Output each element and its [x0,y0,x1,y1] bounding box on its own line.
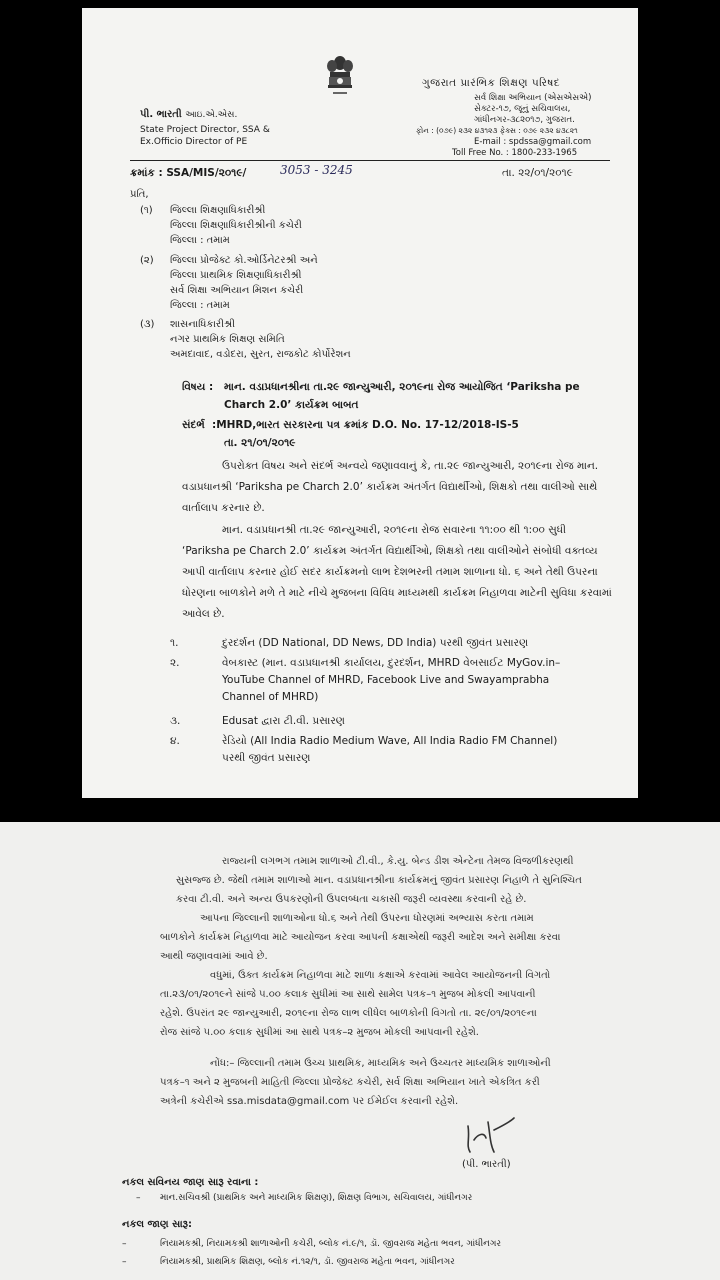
recipient-line: અમદાવાદ, વડોદરા, સુરત, રાજકોટ કોર્પોરેશન [170,349,351,360]
letter-page-2 [0,822,720,1280]
to-label: પ્રતિ, [130,189,149,200]
header-divider [130,160,610,161]
page2-line: આપના જિલ્લાની શાળાઓના ધો.૬ અને તેથી ઉપરના ધોરણમાં અભ્યાસ કરતા તમામ [200,913,534,924]
reference-line-1: :MHRD,ભારત સરકારના પત્ર ક્રમાંક D.O. No. 17-12/2018-IS-5 [212,419,519,431]
media-list-item: રેડિયો (All India Radio Medium Wave, All India Radio FM Channel) [222,735,558,747]
page2-line: રોજ સાંજે ૫.૦૦ કલાક સુધીમાં આ સાથે પત્રક–૨ મુજબ મોકલી આપવાની રહેશે. [160,1027,479,1038]
recipient-line: શાસનાધિકારીશ્રી [170,319,235,330]
letter-date: તા. ૨૨/૦૧/૨૦૧૯ [502,167,573,179]
sender-name: પી. ભારતી આઇ.એ.એસ. [140,109,238,120]
ref-label: ક્રમાંક : SSA/MIS/૨૦૧૯/ [130,167,247,179]
media-list-item: પરથી જીવંત પ્રસારણ [222,752,311,764]
copy2-item: નિયામકશ્રી, પ્રાથમિક શિક્ષણ, બ્લોક નં.૧૨/૧, ડૉ. જીવરાજ મહેતા ભવન, ગાંધીનગર [160,1257,455,1267]
state-emblem-icon [324,52,356,102]
subject-label: વિષય : [182,381,214,393]
media-list-number: ૩. [170,715,181,727]
copy1-label: નકલ સવિનય જાણ સારૂ રવાના : [122,1177,259,1188]
subject-line-1: માન. વડાપ્રધાનશ્રીના તા.૨૯ જાન્યુઆરી, ૨૦૧૯ના રોજ આયોજિત ‘Pariksha pe [224,381,580,393]
media-list-item: દુરદર્શન (DD National, DD News, DD India) પરથી જીવંત પ્રસારણ [222,637,529,649]
ref-number-handwritten: 3053 - 3245 [280,163,353,177]
org-line-2: સેક્ટર-૧૭, જૂનું સચિવાલય, [474,104,571,114]
copy1-item: માન.સચિવશ્રી (પ્રાથમિક અને માધ્યમિક શિક્ષણ), શિક્ષણ વિભાગ, સચિવાલય, ગાંધીનગર [160,1193,473,1203]
signature-name: (પી. ભારતી) [462,1159,511,1170]
page2-line: રહેશે. ઉપરાંત ૨૯ જાન્યુઆરી, ૨૦૧૯ના રોજ લાભ લીધેલ બાળકોની વિગતો તા. ૨૯/૦૧/૨૦૧૯ના [160,1008,537,1019]
org-tollfree: Toll Free No. : 1800-233-1965 [452,148,578,158]
page2-line: કરવા ટી.વી. અને અન્ય ઉપકરણોની ઉપલબ્ધતા ચકાસી જરૂરી વ્યવસ્થા કરવાની રહે છે. [176,894,527,905]
copy2-dash: – [122,1239,127,1249]
page2-line: આથી જણાવવામાં આવે છે. [160,951,268,962]
recipient-number: (૩) [140,319,155,330]
recipient-line: જિલ્લા પ્રોજેક્ટ કો.ઓર્ડિનેટરશ્રી અને [170,255,318,266]
reference-label: સંદર્ભ [182,419,205,431]
page2-line: અત્રેની કચેરીએ ssa.misdata@gmail.com પર ઈમેઈલ કરવાની રહેશે. [160,1096,459,1107]
paragraph-2: માન. વડાપ્રધાનશ્રી તા.૨૯ જાન્યુઆરી, ૨૦૧૯ના રોજ સવારના ૧૧:૦૦ થી ૧:૦૦ સુધી ‘Pariksha pe Charch 2.0’ કાર્યક્રમ અંતર્ગત વિદ્યાર્થીઓ, શિક્ષકો તથા વાલીઓને સંબોધી વક્તવ્ય આપી વાર્તાલાપ કરનાર હોઈ સદર કાર્યક્રમનો લાભ દેશભરની તમામ શાળાના ધો. ૬ અને તેથી ઉપરના ધોરણના બાળકોને મળે તે માટે નીચે મુજબના વિવિધ માધ્યમથી કાર્યક્રમ નિહાળવા માટેની સુવિધા કરવામાં આવેલ છે. [182,524,612,620]
page2-line: પત્રક–૧ અને ૨ મુજબની માહિતી જિલ્લા પ્રોજેક્ટ કચેરી, સર્વ શિક્ષા અભિયાન ખાતે એકત્રિત કરી [160,1077,540,1088]
org-email: E-mail : spdssa@gmail.com [474,137,592,147]
recipient-line: જિલ્લા શિક્ષણાધિકારીશ્રીની કચેરી [170,220,302,231]
sender-title-2: Ex.Officio Director of PE [140,137,248,147]
media-list-number: ૪. [170,735,180,747]
recipient-line: જિલ્લા શિક્ષણાધિકારીશ્રી [170,205,266,216]
page2-line: બાળકોને કાર્યક્રમ નિહાળવા માટે આયોજન કરવા આપની કક્ષાએથી જરૂરી આદેશ અને સમીક્ષા કરવા [160,932,561,943]
signature-icon [460,1116,520,1158]
org-line-1: સર્વ શિક્ષા અભિયાન (એસએસએ) [474,93,592,103]
page2-line: તા.૨૩/૦૧/૨૦૧૯ને સાંજે ૫.૦૦ કલાક સુધીમાં આ સાથે સામેલ પત્રક–૧ મુજબ મોકલી આપવાની [160,989,536,1000]
paragraph-1: ઉપરોક્ત વિષય અને સંદર્ભ અન્વયે જણાવવાનું કે, તા.૨૯ જાન્યુઆરી, ૨૦૧૯ના રોજ માન. વડાપ્રધાનશ્રી ‘Pariksha pe Charch 2.0’ કાર્યક્રમ અંતર્ગત વિદ્યાર્થીઓ, શિક્ષકો તથા વાલીઓ સાથે વાર્તાલાપ કરનાર છે. [182,460,599,514]
copy2-label: નકલ જાણ સારૂ: [122,1219,192,1230]
media-list-item: Channel of MHRD) [222,691,319,703]
media-list-item: વેબકાસ્ટ (માન. વડાપ્રધાનશ્રી કાર્યાલય, દુરદર્શન, MHRD વેબસાઈટ MyGov.in– [222,657,561,669]
subject-line-2: Charch 2.0’ કાર્યક્રમ બાબત [224,399,359,411]
letter-page-1 [82,8,638,798]
copy2-dash: – [122,1257,127,1267]
media-list-number: ૨. [170,657,180,669]
page2-line: નોંધ:– જિલ્લાની તમામ ઉચ્ચ પ્રાથમિક, માધ્યમિક અને ઉચ્ચતર માધ્યમિક શાળાઓની [210,1058,551,1069]
recipient-line: જિલ્લા પ્રાથમિક શિક્ષણાધિકારીશ્રી [170,270,302,281]
page2-line: રાજ્યની લગભગ તમામ શાળાઓ ટી.વી., કે.યુ. બેન્ડ ડીશ એન્ટેના તેમજ વિજળીકરણથી [222,856,574,867]
recipient-line: જિલ્લા : તમામ [170,235,230,246]
org-name: ગુજરાત પ્રારંભિક શિક્ષણ પરિષદ [422,77,561,89]
page2-line: સુસજ્જ છે. જેથી તમામ શાળાઓ માન. વડાપ્રધાનશ્રીના કાર્યક્રમનું જીવંત પ્રસારણ નિહાળે તે સુનિશ્ચિત [176,875,582,886]
sender-title-1: State Project Director, SSA & [140,125,270,135]
page2-line: વધુમાં, ઉક્ત કાર્યક્રમ નિહાળવા માટે શાળા કક્ષાએ કરવામાં આવેલ આયોજનની વિગતો [210,970,551,981]
media-list-item: Edusat દ્વારા ટી.વી. પ્રસારણ [222,715,345,727]
org-phone: ફોન : (૦૭૯) ૨૩૨ ૪૩૧૨૩ ફેક્સ : ૦૭૯ ૨૩૨ ૪૩૮૨૧ [416,126,578,135]
media-list-number: ૧. [170,637,179,649]
recipient-number: (૨) [140,255,154,266]
recipient-number: (૧) [140,205,153,216]
copy2-item: નિયામકશ્રી, નિયામકશ્રી શાળાઓની કચેરી, બ્લોક નં.૯/૧, ડૉ. જીવરાજ મહેતા ભવન, ગાંધીનગર [160,1239,502,1249]
recipient-line: જિલ્લા : તમામ [170,300,230,311]
media-list-item: YouTube Channel of MHRD, Facebook Live and Swayamprabha [222,674,550,686]
reference-line-2: તા. ૨૧/૦૧/૨૦૧૯ [224,437,296,449]
recipient-line: સર્વ શિક્ષા અભિયાન મિશન કચેરી [170,285,304,296]
recipient-line: નગર પ્રાથમિક શિક્ષણ સમિતિ [170,334,285,345]
copy1-dash: – [136,1193,141,1203]
org-line-3: ગાંધીનગર-૩૮૨૦૧૭, ગુજરાત. [474,115,575,125]
